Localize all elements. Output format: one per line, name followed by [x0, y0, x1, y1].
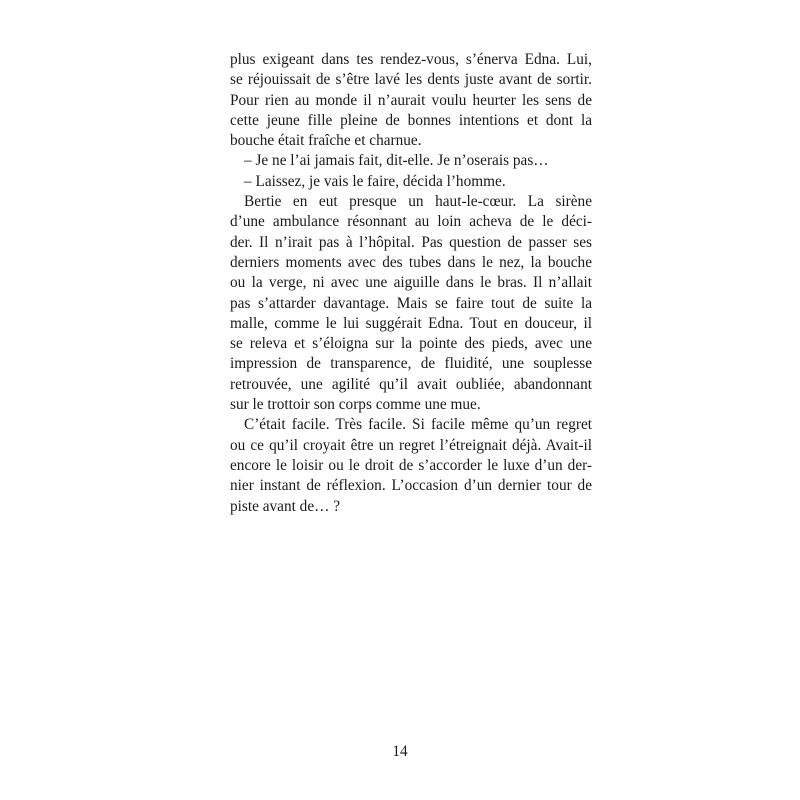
dialogue-line: – Laissez, je vais le faire, décida l’homme.	[244, 172, 506, 190]
text-line: encore le loisir ou le droit de s’accorder le luxe d’un der-	[230, 456, 592, 474]
text-line: derniers moments avec des tubes dans le nez, la bouche	[230, 253, 592, 271]
text-line: Pour rien au monde il n’aurait voulu heurter les sens de	[230, 91, 592, 109]
text-line: piste avant de… ?	[230, 497, 341, 515]
text-line: C’était facile. Très facile. Si facile même qu’un regret	[244, 416, 592, 434]
text-line: cette jeune fille pleine de bonnes intentions et dont la	[230, 111, 592, 129]
text-line: Bertie en eut presque un haut-le-cœur. La sirène	[244, 193, 592, 211]
text-line: d’une ambulance résonnant au loin acheva de le déci-	[230, 213, 592, 231]
text-line: malle, comme le lui suggérait Edna. Tout en douceur, il	[230, 314, 592, 332]
page-body	[230, 50, 592, 517]
page-number: 14	[392, 743, 408, 760]
text-line: der. Il n’irait pas à l’hôpital. Pas question de passer ses	[230, 233, 592, 251]
text-line: nier instant de réflexion. L’occasion d’un dernier tour de	[230, 477, 592, 495]
text-line: se réjouissait de s’être lavé les dents juste avant de sortir.	[230, 71, 592, 89]
text-line: sur le trottoir son corps comme une mue.	[230, 396, 481, 414]
text-line: pas s’attarder davantage. Mais se faire tout de suite la	[230, 294, 592, 312]
text-line: ou la verge, ni avec une aiguille dans le bras. Il n’allait	[230, 274, 592, 292]
text-line: ou ce qu’il croyait être un regret l’étreignait déjà. Avait-il	[230, 436, 592, 454]
text-line: impression de transparence, de fluidité, une souplesse	[230, 355, 592, 373]
text-line: se releva et s’éloigna sur la pointe des pieds, avec une	[230, 335, 592, 353]
dialogue-line: – Je ne l’ai jamais fait, dit-elle. Je n’oserais pas…	[244, 152, 549, 170]
text-line: bouche était fraîche et charnue.	[230, 132, 422, 150]
text-line: plus exigeant dans tes rendez-vous, s’énerva Edna. Lui,	[230, 51, 592, 68]
text-line: retrouvée, une agilité qu’il avait oubliée, abandonnant	[230, 375, 592, 393]
